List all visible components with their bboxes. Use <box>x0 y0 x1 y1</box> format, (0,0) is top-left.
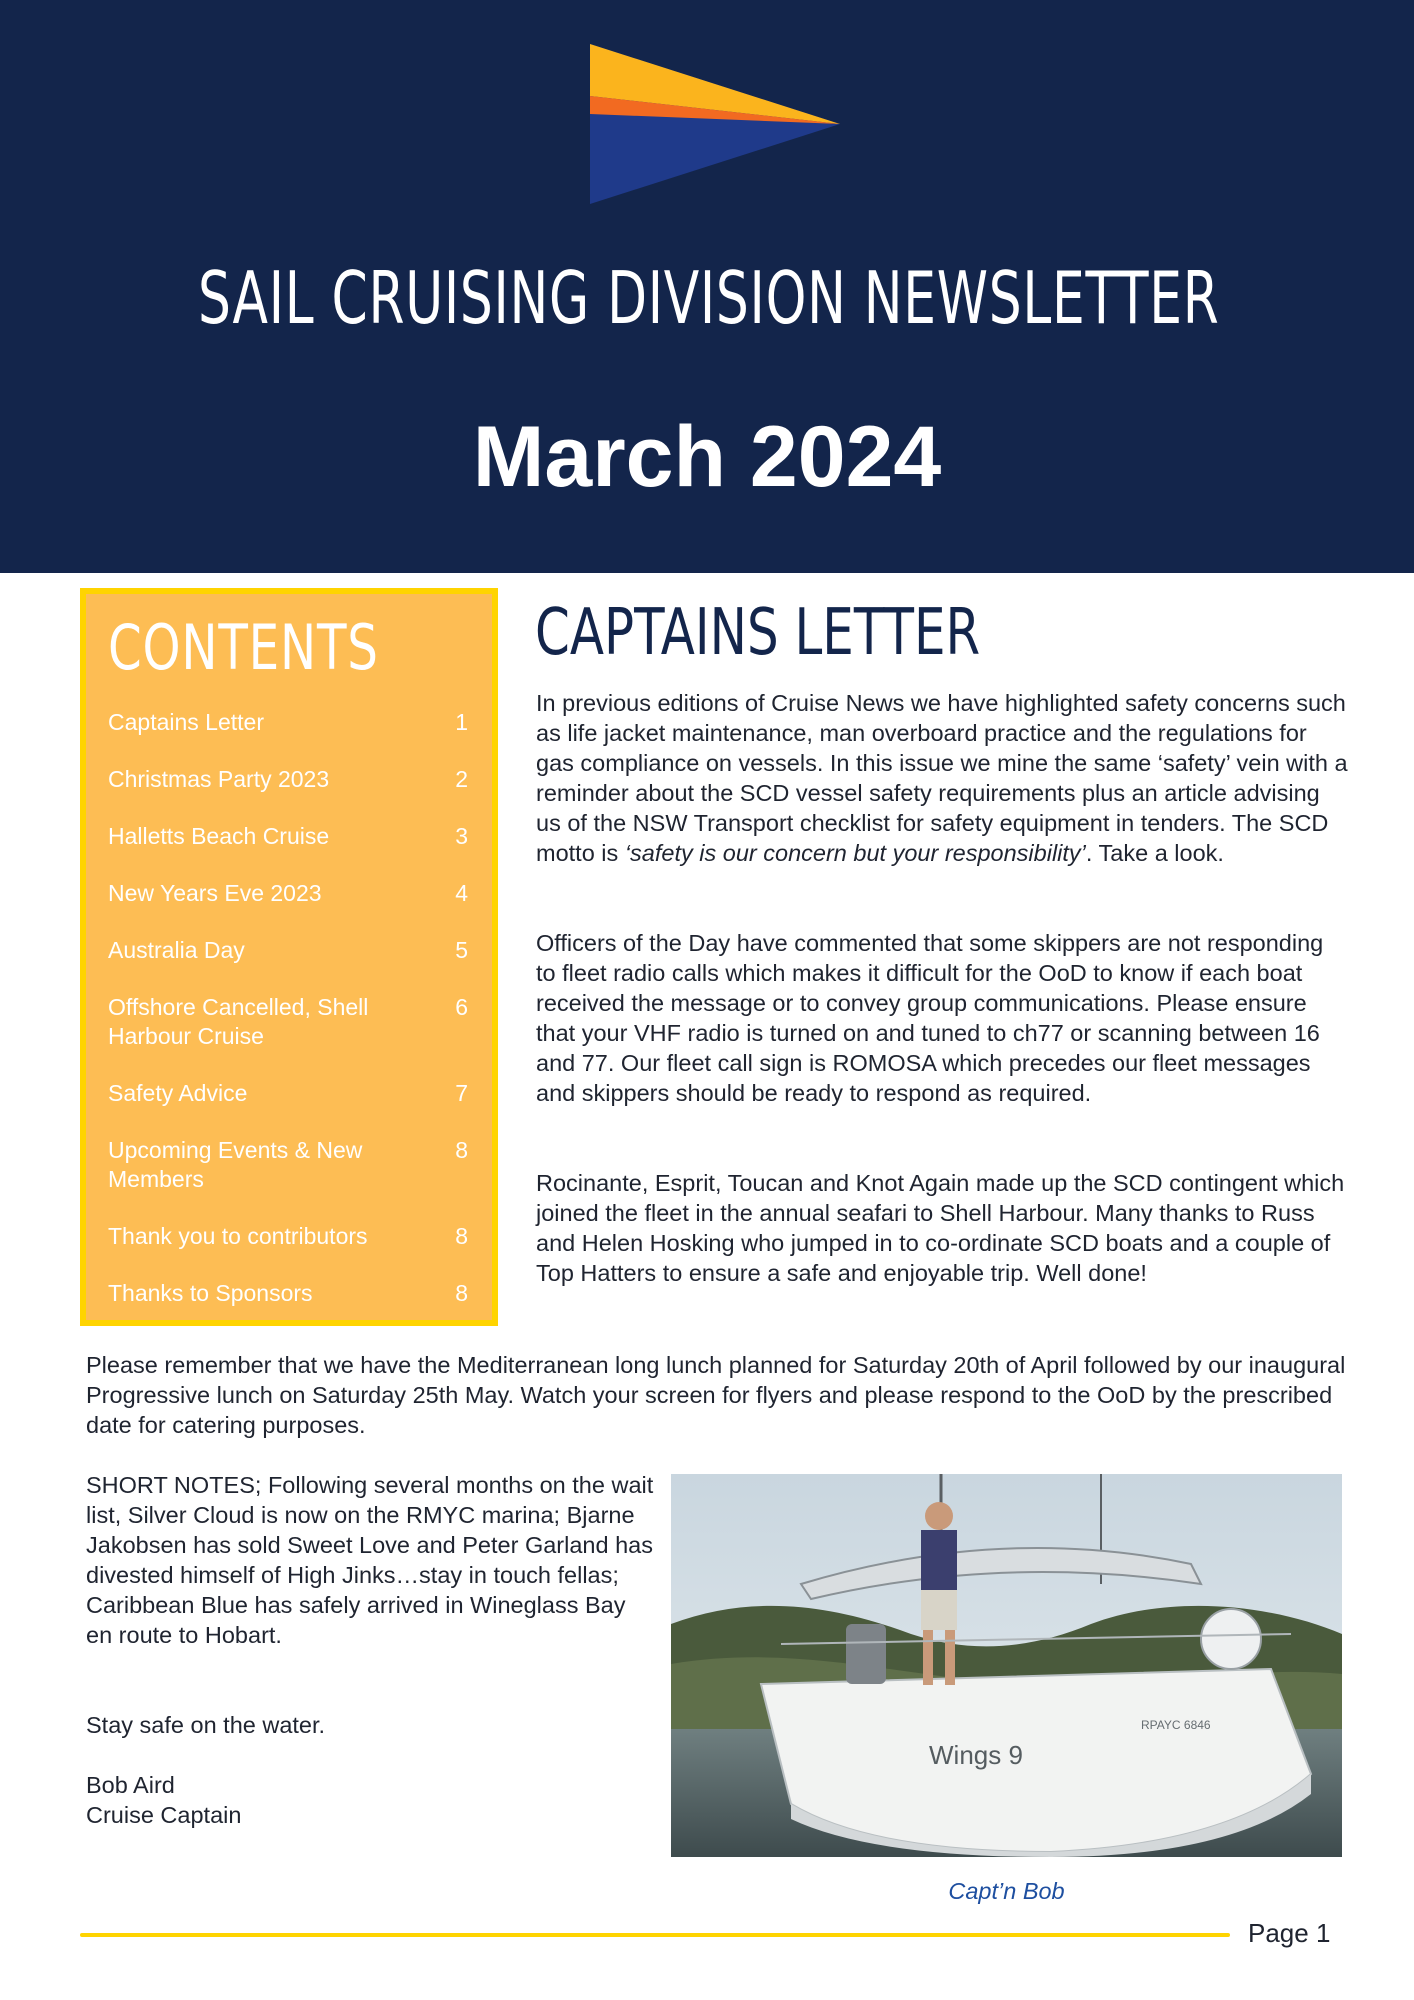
contents-item[interactable]: Halletts Beach Cruise 3 <box>108 823 468 849</box>
boat-name-text: Wings 9 <box>929 1740 1023 1770</box>
footer-divider <box>80 1933 1230 1937</box>
contents-item[interactable]: Thanks to Sponsors 8 <box>108 1280 468 1306</box>
page-number: Page 1 <box>1248 1918 1331 1948</box>
hull-id-text: RPAYC 6846 <box>1141 1718 1211 1732</box>
boat-photo-illustration <box>671 1474 1342 1857</box>
photo-caption: Capt’n Bob <box>948 1878 1065 1904</box>
contents-item[interactable]: Safety Advice 7 <box>108 1080 468 1106</box>
contents-box <box>80 588 498 1326</box>
signature-role: Cruise Captain <box>86 1802 242 1828</box>
newsletter-date: March 2024 <box>472 409 942 505</box>
header-banner <box>0 0 1414 573</box>
contents-item[interactable]: Thank you to contributors 8 <box>108 1223 468 1249</box>
contents-item[interactable]: Australia Day 5 <box>108 937 468 963</box>
article-paragraph: Officers of the Day have commented that some skippers are not responding to fleet radio calls which makes it difficult for the OoD to know if each boat received the message or to convey group communications. Please ensure that your VHF radio is turned on and tuned to ch77 or scanning between 16 and 77. Our fleet call sign is ROMOSA which precedes our fleet messages and skippers should be ready to respond as required. <box>536 930 1324 1106</box>
contents-item[interactable]: New Years Eve 2023 4 <box>108 880 468 906</box>
newsletter-title: SAIL CRUISING DIVISION NEWSLETTER <box>197 256 1220 340</box>
signature <box>86 1770 658 1830</box>
contents-item[interactable]: Upcoming Events & New Members 8 <box>108 1137 468 1192</box>
article-motto: ‘safety is our concern but your responsibility’ <box>624 840 1086 866</box>
article-title: CAPTAINS LETTER <box>535 596 981 670</box>
pennant-flag-icon <box>590 44 840 204</box>
contents-item[interactable]: Offshore Cancelled, Shell Harbour Cruise 6 <box>108 994 468 1049</box>
captain-boat-photo <box>671 1474 1342 1857</box>
contents-item[interactable]: Christmas Party 2023 2 <box>108 766 468 792</box>
contents-item[interactable]: Captains Letter 1 <box>108 709 468 735</box>
article-paragraph: Rocinante, Esprit, Toucan and Knot Again made up the SCD contingent which joined the fleet in the annual seafari to Shell Harbour. Many thanks to Russ and Helen Hosking who jumped in to co-ordinate SCD boats and a couple of Top Hatters to ensure a safe and enjoyable trip. Well done! <box>536 1170 1345 1286</box>
signature-name: Bob Aird <box>86 1772 175 1798</box>
article-paragraph: In previous editions of Cruise News we have highlighted safety concerns such as life jacket maintenance, man overboard practice and the regulations for gas compliance on vessels. In this issue we mine the same ‘safety’ vein with a reminder about the SCD vessel safety requirements plus an article advising us of the NSW Transport checklist for safety equipment in tenders. The SCD motto is ‘safety is our concern but your responsibility’. Take a look. <box>536 690 1348 866</box>
closing-line: Stay safe on the water. <box>86 1712 326 1738</box>
short-notes-paragraph: SHORT NOTES; Following several months on the wait list, Silver Cloud is now on the RMYC marina; Bjarne Jakobsen has sold Sweet Love and Peter Garland has divested himself of High Jinks…stay in touch fellas; Caribbean Blue has safely arrived in Wineglass Bay en route to Hobart. <box>86 1472 654 1648</box>
contents-title: CONTENTS <box>108 611 379 684</box>
article-paragraph: Please remember that we have the Mediterranean long lunch planned for Saturday 20th of April followed by our inaugural Progressive lunch on Saturday 25th May. Watch your screen for flyers and please respond to the OoD by the prescribed date for catering purposes. <box>86 1352 1346 1438</box>
